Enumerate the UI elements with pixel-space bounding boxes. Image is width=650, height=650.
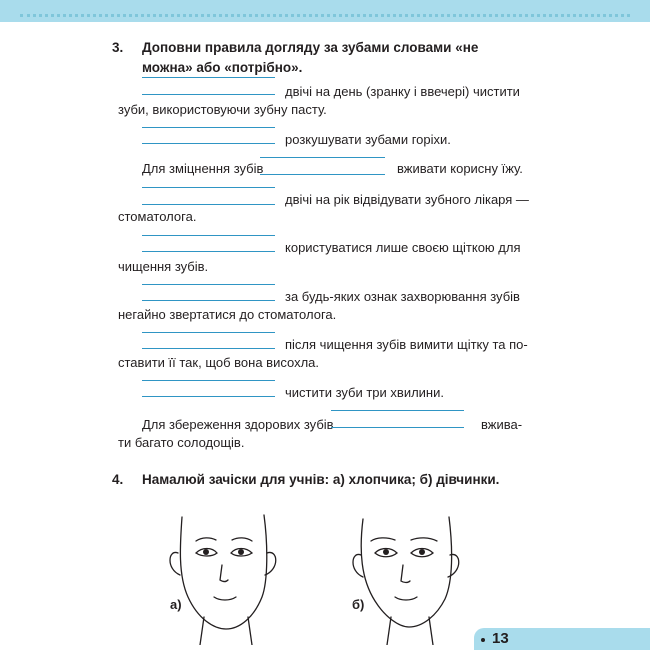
answer-blank-4b[interactable] [142,204,275,205]
top-dotted-border [20,14,630,17]
answer-blank-6b[interactable] [142,300,275,301]
task-3-title: Доповни правила догляду за зубами словами «не можна» або «потрібно». [142,40,479,75]
rule-9-lead: Для збереження здорових зубів [142,417,334,432]
answer-blank-7b[interactable] [142,348,275,349]
answer-blank-8a[interactable] [142,380,275,381]
rule-3-text: вживати корисну їжу. [397,161,523,176]
rule-6-text-line-2: негайно звертатися до стоматолога. [118,307,337,322]
face-outline-b [345,505,475,645]
rule-4-text-line-2: стоматолога. [118,209,197,224]
answer-blank-7a[interactable] [142,332,275,333]
answer-blank-1b[interactable] [142,94,275,95]
task-3-number: 3. [112,40,124,55]
rule-4-text-line-1: двічі на рік відвідувати зубного лікаря — [285,192,529,207]
answer-blank-3a[interactable] [260,157,385,158]
answer-blank-5a[interactable] [142,235,275,236]
page-number: 13 [492,630,509,647]
rule-5-text-line-2: чищення зубів. [118,259,209,274]
answer-blank-5b[interactable] [142,251,275,252]
rule-9-text-line-1: вжива- [481,417,523,432]
label-boy: а) [170,597,182,612]
rule-2-text: розкушувати зубами горіхи. [285,132,451,147]
task-4-heading [112,470,542,490]
rule-9-text-line-2: ти багато солодощів. [118,435,245,450]
answer-blank-6a[interactable] [142,284,275,285]
label-girl: б) [352,597,365,612]
rule-5-text-line-1: користуватися лише своєю щіткою для [285,240,521,255]
top-decorative-band [0,0,650,22]
answer-blank-3b[interactable] [260,174,385,175]
answer-blank-9b[interactable] [331,427,464,428]
rule-7-text-line-1: після чищення зубів вимити щітку та по- [285,337,528,352]
rule-7-text-line-2: ставити її так, щоб вона висохла. [118,355,319,370]
rule-1-text-line-1: двічі на день (зранку і ввечері) чистити [285,84,520,99]
task-4-number: 4. [112,472,124,487]
answer-blank-8b[interactable] [142,396,275,397]
rule-1-text-line-2: зуби, використовуючи зубну пасту. [118,102,327,117]
page-dot-icon [481,638,485,642]
task-3-heading [112,38,502,78]
face-outline-a [160,505,290,645]
task-4-title: Намалюй зачіски для учнів: а) хлопчика; б) дівчинки. [142,472,500,487]
answer-blank-2b[interactable] [142,143,275,144]
rule-6-text-line-1: за будь-яких ознак захворювання зубів [285,289,520,304]
answer-blank-2a[interactable] [142,127,275,128]
answer-blank-1a[interactable] [142,77,275,78]
answer-blank-4a[interactable] [142,187,275,188]
answer-blank-9a[interactable] [331,410,464,411]
rule-3-lead: Для зміцнення зубів [142,161,264,176]
rule-8-text: чистити зуби три хвилини. [285,385,444,400]
